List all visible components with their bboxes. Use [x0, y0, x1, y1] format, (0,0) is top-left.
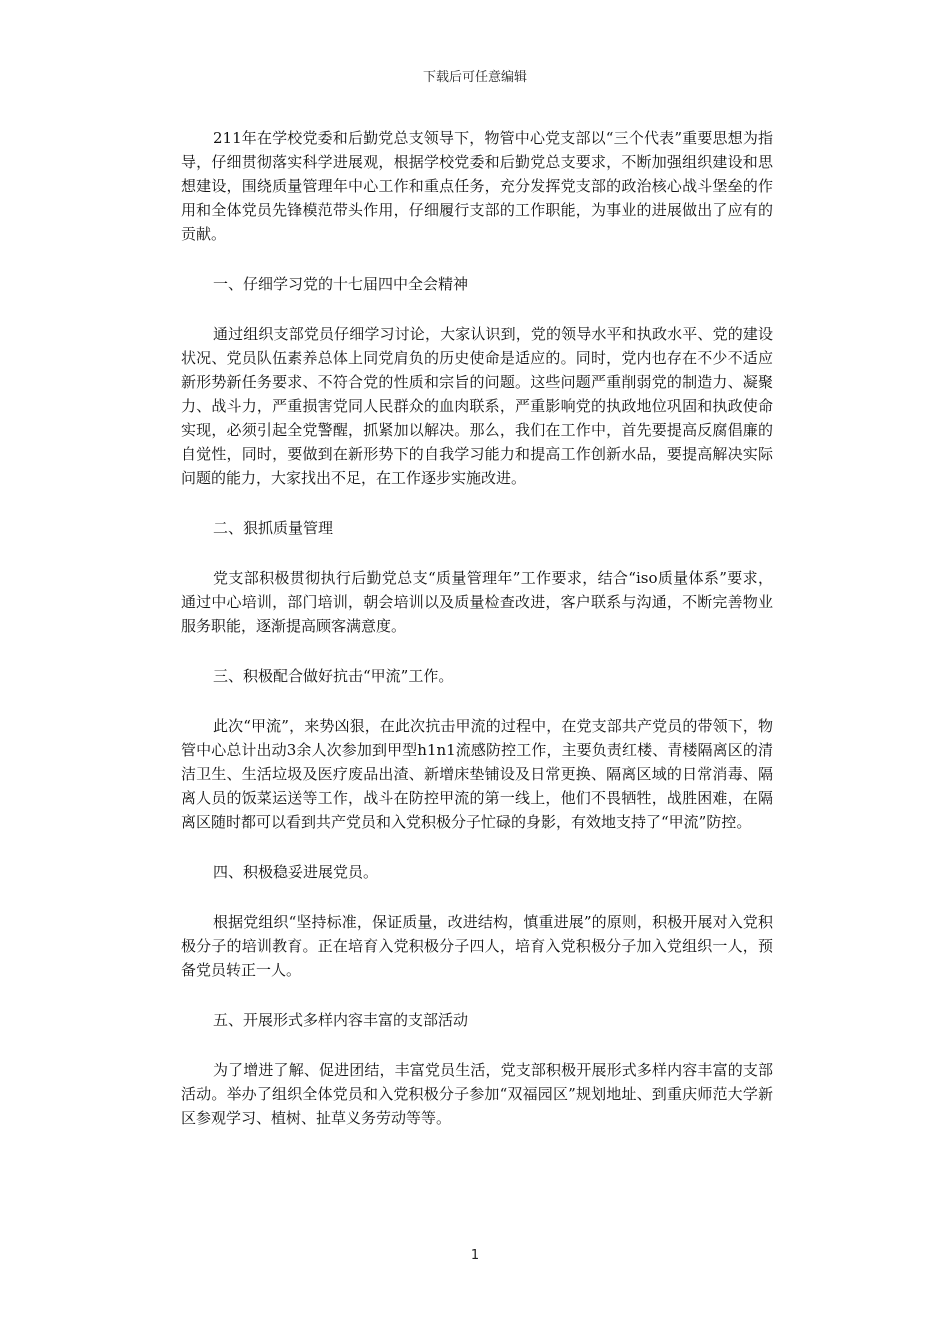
section-heading-5: 五、开展形式多样内容丰富的支部活动	[213, 1011, 469, 1029]
intro-paragraph: 211年在学校党委和后勤党总支领导下，物管中心党支部以“三个代表”重要思想为指导，仔细贯彻落实科学进展观，根据学校党委和后勤党总支要求，不断加强组织建设和思想建设，围绕质量管理年中心工作和重点任务，充分发挥党支部的政治核心战斗堡垒的作用和全体党员先锋模范带头作用，仔细履行支部的工作职能，为事业的进展做出了应有的贡献。	[181, 129, 773, 243]
section-heading-2: 二、狠抓质量管理	[213, 519, 334, 537]
page-header: 下载后可任意编辑	[422, 70, 527, 85]
section-paragraph-4: 根据党组织“坚持标准，保证质量，改进结构，慎重进展”的原则，积极开展对入党积极分子的培训教育。正在培育入党积极分子四人，培育入党积极分子加入党组织一人，预备党员转正一人。	[181, 913, 773, 979]
section-paragraph-2: 党支部积极贯彻执行后勤党总支“质量管理年”工作要求，结合“iso质量体系”要求，通过中心培训，部门培训，朝会培训以及质量检查改进，客户联系与沟通，不断完善物业服务职能，逐渐提高顾客满意度。	[181, 569, 773, 635]
section-heading-1: 一、仔细学习党的十七届四中全会精神	[213, 275, 469, 293]
page-number: 1	[470, 1248, 480, 1263]
section-paragraph-3: 此次“甲流”，来势凶狠，在此次抗击甲流的过程中，在党支部共产党员的带领下，物管中心总计出动3余人次参加到甲型h1n1流感防控工作，主要负责红楼、青楼隔离区的清洁卫生、生活垃圾及医疗废品出渣、新增床垫铺设及日常更换、隔离区域的日常消毒、隔离人员的饭菜运送等工作，战斗在防控甲流的第一线上，他们不畏牺牲，战胜困难，在隔离区随时都可以看到共产党员和入党积极分子忙碌的身影，有效地支持了“甲流”防控。	[181, 717, 773, 831]
section-heading-4: 四、积极稳妥进展党员。	[213, 863, 379, 881]
document-body	[181, 126, 773, 1156]
section-paragraph-5: 为了增进了解、促进团结，丰富党员生活，党支部积极开展形式多样内容丰富的支部活动。举办了组织全体党员和入党积极分子参加“双福园区”规划地址、到重庆师范大学新区参观学习、植树、扯草义务劳动等等。	[181, 1061, 773, 1127]
section-paragraph-1: 通过组织支部党员仔细学习讨论，大家认识到，党的领导水平和执政水平、党的建设状况、党员队伍素养总体上同党肩负的历史使命是适应的。同时，党内也存在不少不适应新形势新任务要求、不符合党的性质和宗旨的问题。这些问题严重削弱党的制造力、凝聚力、战斗力，严重损害党同人民群众的血肉联系，严重影响党的执政地位巩固和执政使命实现，必须引起全党警醒，抓紧加以解决。那么，我们在工作中，首先要提高反腐倡廉的自觉性，同时，要做到在新形势下的自我学习能力和提高工作创新水品，要提高解决实际问题的能力，大家找出不足，在工作逐步实施改进。	[181, 325, 773, 487]
section-heading-3: 三、积极配合做好抗击“甲流”工作。	[213, 667, 454, 685]
